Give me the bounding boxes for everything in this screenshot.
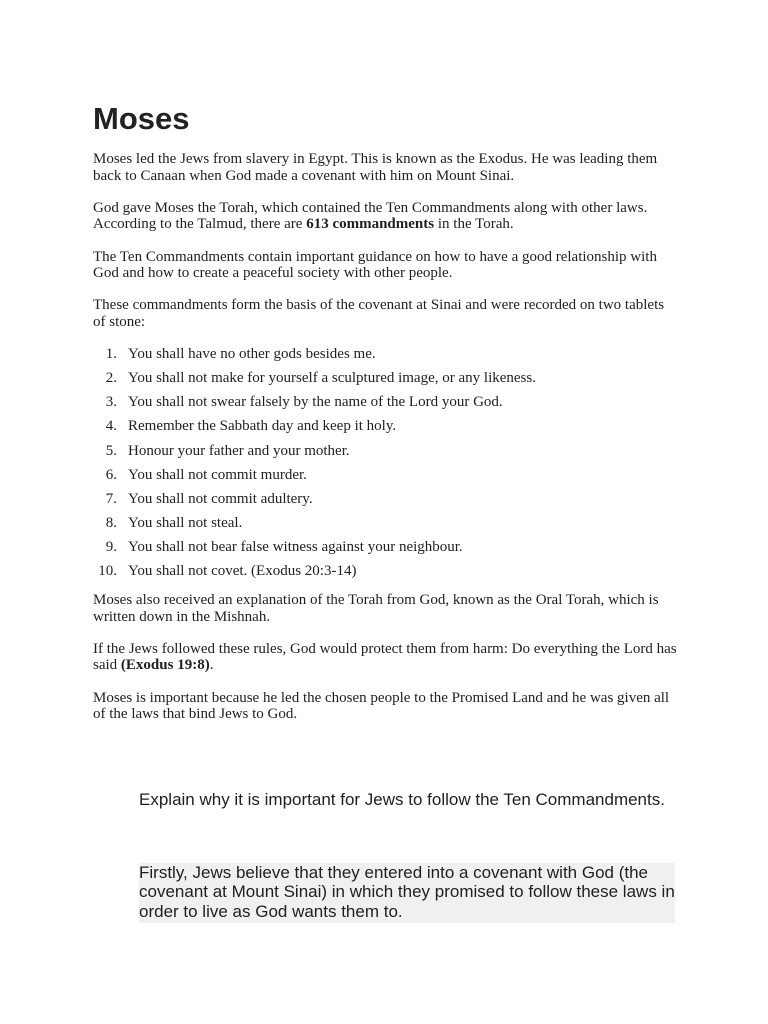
paragraph-covenant: These commandments form the basis of the covenant at Sinai and were recorded on two tablets of stone: <box>93 297 665 330</box>
document-body <box>93 151 678 738</box>
list-item-text: You shall not covet. (Exodus 20:3-14) <box>128 562 357 579</box>
list-item-number: 2. <box>105 370 117 387</box>
list-item-number: 10. <box>98 562 117 579</box>
list-item <box>93 370 678 394</box>
paragraph-oral-torah: Moses also received an explanation of the Torah from God, known as the Oral Torah, which is written down in the Mishnah. <box>93 592 659 625</box>
list-item-text: You shall have no other gods besides me. <box>128 346 376 363</box>
paragraph-torah-end: in the Torah. <box>434 216 514 233</box>
paragraph-protection <box>93 641 678 674</box>
list-item-number: 1. <box>105 346 117 363</box>
list-item <box>93 563 678 587</box>
list-item-text: You shall not make for yourself a sculptured image, or any likeness. <box>128 370 536 387</box>
list-item-number: 4. <box>105 418 117 435</box>
list-item <box>93 539 678 563</box>
list-item-number: 3. <box>105 394 117 411</box>
paragraph-protection-end: . <box>209 657 214 674</box>
paragraph-torah-text: God gave Moses the Torah, which contained the Ten Commandments along with other laws. According to the Talmud, there are <box>93 199 648 233</box>
answer-text-box[interactable]: Firstly, Jews believe that they entered into a covenant with God (the covenant at Mount Sinai) in which they promised to follow these laws in order to live as God wants them to. <box>139 863 675 923</box>
list-item <box>93 443 678 467</box>
list-item-number: 9. <box>105 538 117 555</box>
list-item-text: You shall not steal. <box>128 514 243 531</box>
list-item-number: 6. <box>105 466 117 483</box>
page-title: Moses <box>93 101 190 136</box>
list-item <box>93 418 678 442</box>
exodus-reference: (Exodus 19:8) <box>120 657 210 674</box>
paragraph-guidance: The Ten Commandments contain important guidance on how to have a good relationship with God and how to create a peaceful society with other people. <box>93 248 657 282</box>
list-item <box>93 515 678 539</box>
list-item <box>93 394 678 418</box>
list-item <box>93 346 678 370</box>
paragraph-importance: Moses is important because he led the chosen people to the Promised Land and he was given all of the laws that bind Jews to God. <box>93 689 670 723</box>
list-item-text: You shall not commit murder. <box>128 466 307 483</box>
commandments-count-emphasis: 613 commandments <box>306 216 435 233</box>
list-item-text: You shall not commit adultery. <box>128 490 313 507</box>
list-item-text: Remember the Sabbath day and keep it holy. <box>128 418 397 435</box>
paragraph-torah <box>93 200 678 233</box>
list-item-number: 8. <box>105 514 117 531</box>
list-item-text: You shall not bear false witness against your neighbour. <box>128 538 463 555</box>
list-item-text: You shall not swear falsely by the name of the Lord your God. <box>128 394 503 411</box>
list-item-number: 5. <box>105 442 117 459</box>
paragraph-protection-text: If the Jews followed these rules, God would protect them from harm: Do everything the Lord has said <box>93 640 677 674</box>
list-item-number: 7. <box>105 490 117 507</box>
question-block <box>139 790 675 809</box>
exam-question: Explain why it is important for Jews to follow the Ten Commandments. <box>139 790 665 809</box>
list-item <box>93 467 678 491</box>
list-item <box>93 491 678 515</box>
commandments-list <box>93 346 678 587</box>
paragraph-exodus: Moses led the Jews from slavery in Egypt. This is known as the Exodus. He was leading them back to Canaan when God made a covenant with him on Mount Sinai. <box>93 151 658 184</box>
list-item-text: Honour your father and your mother. <box>128 442 350 459</box>
